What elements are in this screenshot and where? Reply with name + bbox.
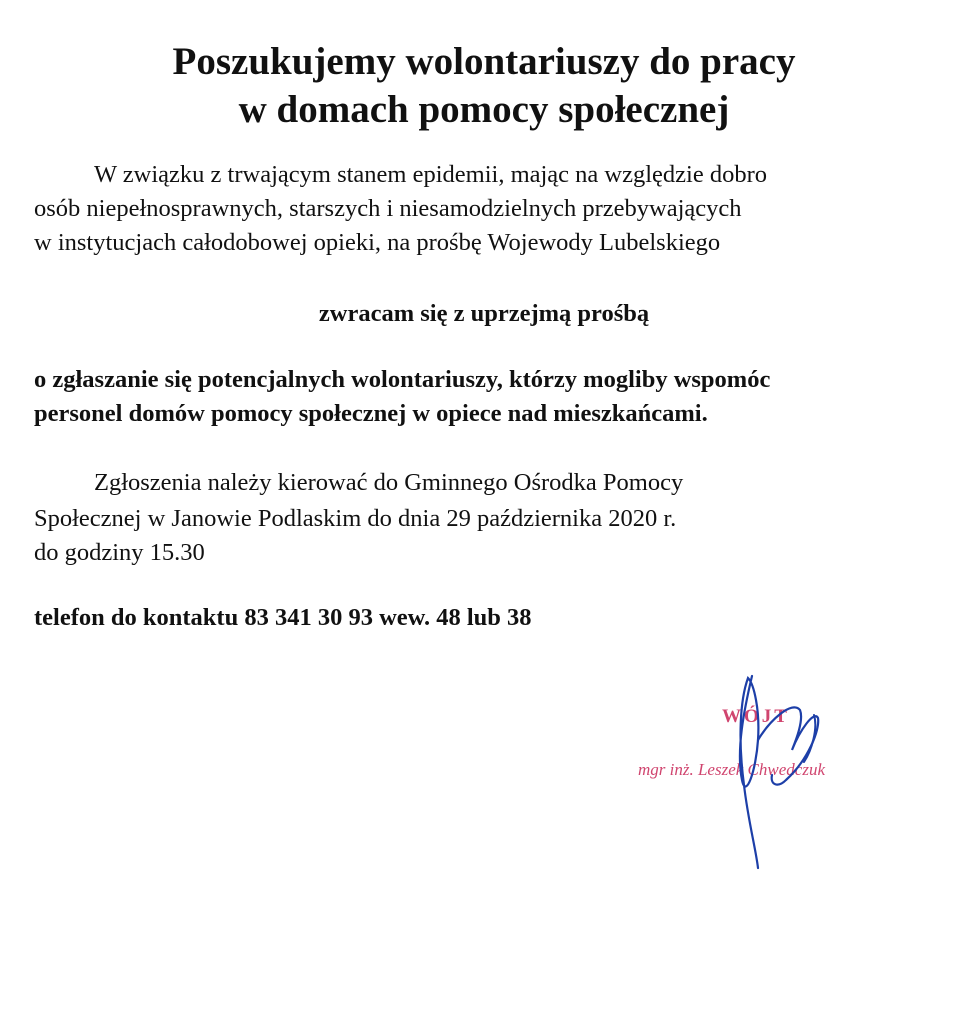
title-line-2: w domach pomocy społecznej	[238, 88, 730, 131]
submission-line-3: do godziny 15.30	[34, 539, 205, 566]
intro-line-1: W związku z trwającym stanem epidemii, mając na względzie dobro	[94, 161, 768, 188]
submission-line-1: Zgłoszenia należy kierować do Gminnego Ośrodka Pomocy	[94, 469, 684, 496]
title-line-1: Poszukujemy wolontariuszy do pracy	[172, 40, 796, 83]
intro-line-2: osób niepełnosprawnych, starszych i niesamodzielnych przebywających	[34, 195, 742, 222]
intro-line-3: w instytucjach całodobowej opieki, na prośbę Wojewody Lubelskiego	[34, 229, 721, 256]
request-line: zwracam się z uprzejmą prośbą	[318, 300, 650, 327]
appeal-line-2: personel domów pomocy społecznej w opiece nad mieszkańcami.	[34, 400, 708, 427]
signature-block	[600, 670, 920, 890]
appeal-line-1: o zgłaszanie się potencjalnych wolontariuszy, którzy mogliby wspomóc	[34, 366, 771, 393]
handwritten-signature	[700, 670, 840, 875]
contact-line: telefon do kontaktu 83 341 30 93 wew. 48 lub 38	[34, 604, 532, 631]
signature-title: WÓJT	[722, 706, 790, 727]
signature-name: mgr inż. Leszek Chwedczuk	[638, 760, 825, 779]
submission-line-2: Społecznej w Janowie Podlaskim do dnia 29 października 2020 r.	[34, 505, 677, 532]
